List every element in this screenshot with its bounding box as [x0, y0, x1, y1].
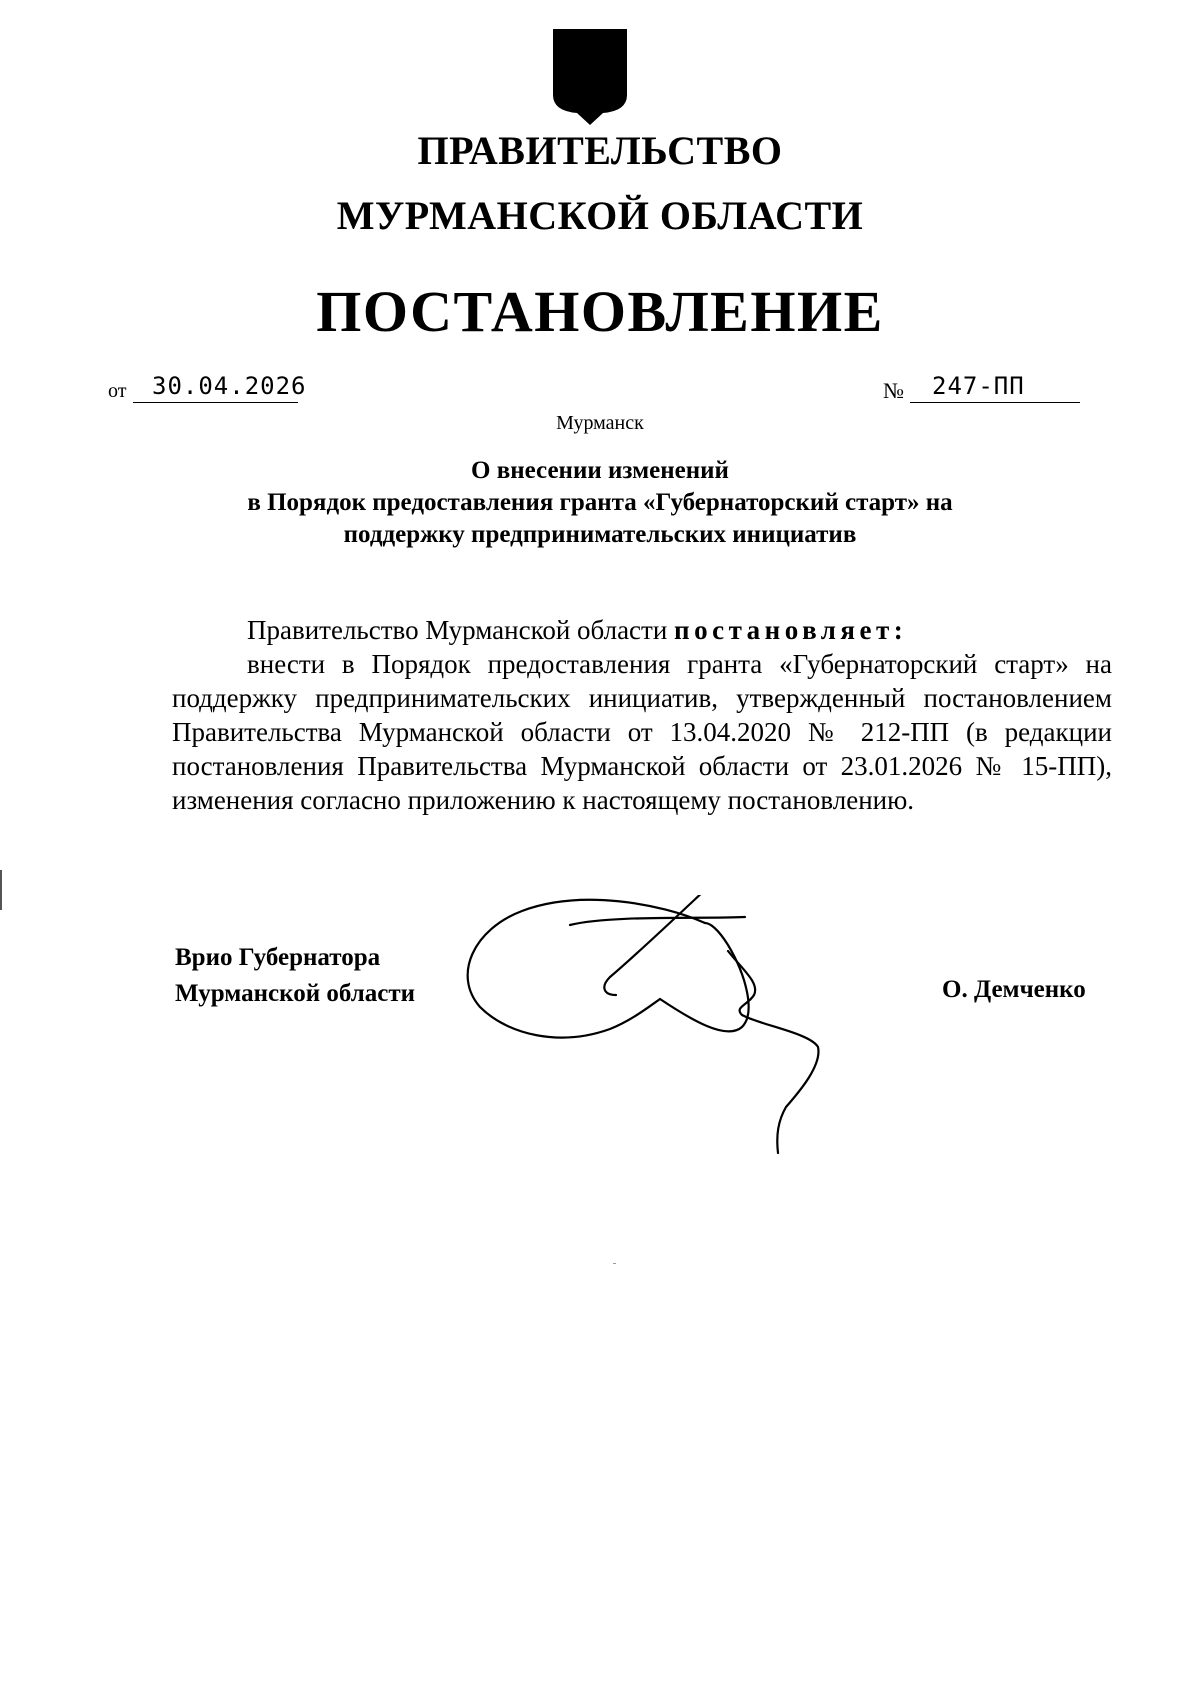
signatory-position-line2: Мурманской области: [175, 980, 416, 1007]
city-name: Мурманск: [556, 412, 644, 434]
handwritten-signature: [460, 895, 910, 1155]
body-lead-text: Правительство Мурманской области: [247, 615, 675, 645]
signatory-name: О. Демченко: [942, 976, 1086, 1003]
subject-line-1: О внесении изменений: [471, 457, 729, 484]
date-field: [133, 372, 307, 403]
document-body: [172, 613, 1112, 817]
body-lead: [172, 613, 1112, 647]
document-date: 30.04.2026: [152, 372, 307, 400]
coat-of-arms-emblem: [551, 29, 629, 125]
organization-name-line2: МУРМАНСКОЙ ОБЛАСТИ: [336, 193, 864, 238]
body-paragraph: внести в Порядок предоставления гранта «Губернаторский старт» на поддержку предпринимательских инициатив, утвержденный постановлением Правительства Мурманской области от 13.04.2020 № 212-ПП (в редакции постановления Правительства Мурманской области от 23.01.2026 № 15-ПП), изменения согласно приложению к настоящему постановлению.: [172, 649, 1112, 815]
body-lead-decree-word: постановляет:: [674, 615, 908, 645]
document-type-title: ПОСТАНОВЛЕНИЕ: [316, 279, 884, 344]
document-number: 247-ПП: [932, 372, 1025, 400]
number-sign: №: [883, 378, 904, 403]
date-prefix: от: [108, 380, 127, 402]
date-number-row: [0, 372, 1200, 412]
number-field: [910, 372, 1080, 403]
signatory-position: [175, 940, 415, 1012]
organization-name-line1: ПРАВИТЕЛЬСТВО: [417, 128, 783, 173]
subject-line-3: поддержку предпринимательских инициатив: [343, 521, 857, 548]
scan-artifact-mark: [0, 870, 2, 910]
document-subject: [0, 455, 1200, 551]
subject-line-2: в Порядок предоставления гранта «Губернаторский старт» на: [247, 489, 953, 516]
scan-artifact-dot: [613, 1263, 616, 1264]
signatory-position-line1: Врио Губернатора: [175, 944, 381, 971]
